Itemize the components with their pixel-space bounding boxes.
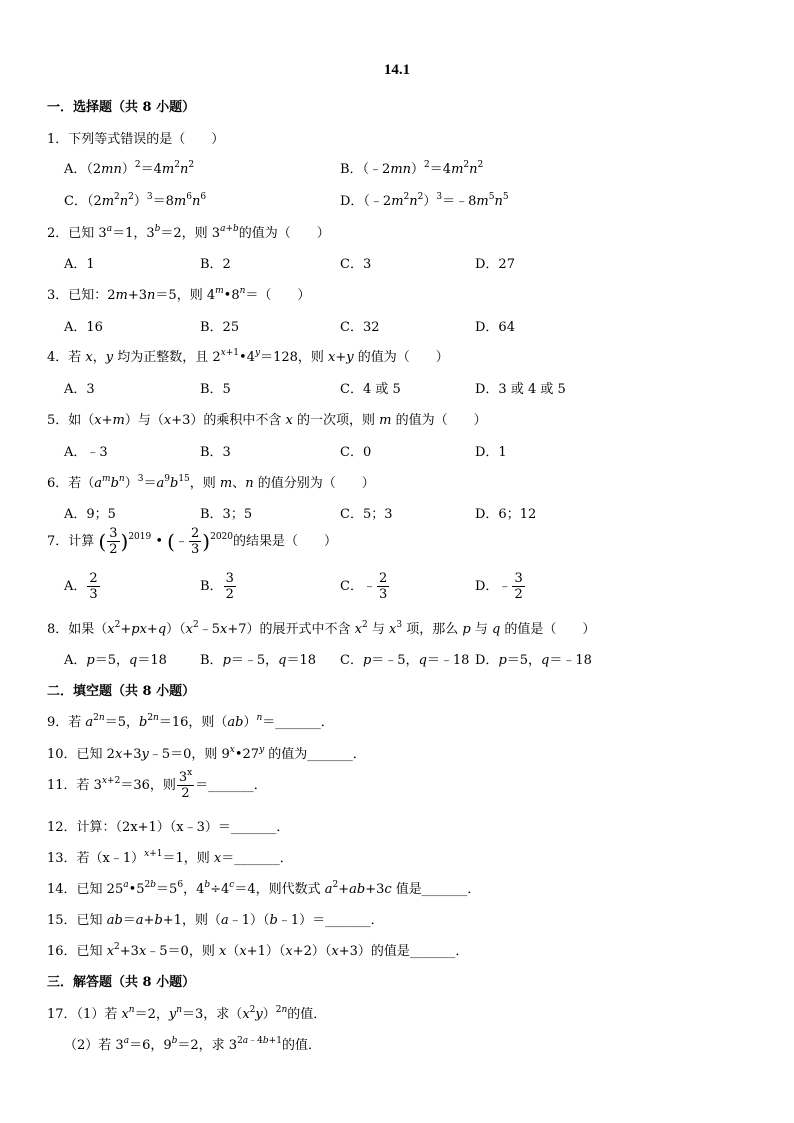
question-7-stem: 7．计算 ( $\frac{3}{2}$ )$^{2019}$ • (﹣ $\frac{2}{3}$ )$^{2020}$的结果是（ ） xyxy=(47,526,338,557)
question-4-stem: 4．若 x，y 均为正整数，且 $2^{x+1}•4^y=128$，则 x+y 的值为（ ） xyxy=(47,348,449,365)
question-4-option-d: D．3 或 4 或 5 xyxy=(475,382,566,397)
question-5-option-b: B．3 xyxy=(200,445,231,460)
question-7-option-c: C．﹣ $\frac{2}{3}$ xyxy=(340,571,388,602)
question-3-stem: 3．已知：2m+3n＝5，则 $4^m•8^n=$（ ） xyxy=(47,286,311,303)
question-6-option-a: A．9；5 xyxy=(64,507,116,522)
section-heading-solve: 三．解答题（共 8 小题） xyxy=(47,975,196,990)
question-1-option-b: B．$(﹣2mn)^2=4m^2n^2$ xyxy=(340,160,484,177)
question-17-part-2: （2）若 $3^a=6$，$9^b=2$，求 $3^{2a﹣4b+1}$的值． xyxy=(64,1036,321,1053)
question-12: 12．计算：（2x+1）（x﹣3）＝_______． xyxy=(47,820,290,835)
question-2-option-b: B．2 xyxy=(200,257,231,272)
question-6-option-b: B．3；5 xyxy=(200,507,253,522)
question-8-option-a: A．p＝5，q＝18 xyxy=(64,653,167,668)
question-5-option-c: C．0 xyxy=(340,445,372,460)
question-17-part-1: 17．（1）若 $x^n=2$，$y^n=3$，求$(x^2y)^{2n}$的值． xyxy=(47,1005,327,1022)
section-heading-choice: 一．选择题（共 8 小题） xyxy=(47,100,196,115)
question-8-option-d: D．p＝5，q＝﹣18 xyxy=(475,653,592,668)
question-4-option-a: A．3 xyxy=(64,382,95,397)
question-4-option-c: C．4 或 5 xyxy=(340,382,401,397)
question-1-option-d: D．$(﹣2m^2n^2)^3=﹣8m^5n^5$ xyxy=(340,192,509,209)
question-2-option-c: C．3 xyxy=(340,257,372,272)
section-heading-fill: 二．填空题（共 8 小题） xyxy=(47,684,196,699)
question-7-option-b: B． $\frac{3}{2}$ xyxy=(200,571,234,602)
question-10: 10．已知 2x+3y﹣5＝0，则 9$^x$•27$^y$ 的值为_______． xyxy=(47,745,366,762)
question-8-stem: 8．如果$(x^2+px+q)(x^2﹣5x+7)$的展开式中不含 $x^2$ 与 $x^3$ 项，那么 p 与 q 的值是（ ） xyxy=(47,620,596,637)
question-5-stem: 5．如（x+m）与（x+3）的乘积中不含 x 的一次项，则 m 的值为（ ） xyxy=(47,413,487,428)
question-8-option-c: C．p＝﹣5，q＝﹣18 xyxy=(340,653,470,668)
question-9: 9．若 $a^{2n}=5$，$b^{2n}=16$，则（ab）$^n$＝_______． xyxy=(47,713,334,730)
question-16: 16．已知 $x^2+3x﹣5=0$，则 x（x+1）（x+2）（x+3）的值是_______． xyxy=(47,942,469,959)
question-6-option-c: C．5；3 xyxy=(340,507,393,522)
question-7-option-a: A． $\frac{2}{3}$ xyxy=(64,571,98,602)
question-7-option-d: D．﹣ $\frac{3}{2}$ xyxy=(475,571,523,602)
question-3-option-a: A．16 xyxy=(64,320,103,335)
question-4-option-b: B．5 xyxy=(200,382,231,397)
question-1-option-a: A．$(2mn)^2=4m^2n^2$ xyxy=(64,160,195,177)
question-3-option-d: D．64 xyxy=(475,320,515,335)
question-15: 15．已知 ab＝a+b+1，则（a﹣1）（b﹣1）＝_______． xyxy=(47,913,384,928)
question-3-option-c: C．32 xyxy=(340,320,380,335)
question-13: 13．若（x﹣1）$^{x+1}$＝1，则 x＝_______． xyxy=(47,849,293,866)
question-8-option-b: B．p＝﹣5，q＝18 xyxy=(200,653,317,668)
question-6-stem: 6．若$(a^mb^n)^3=a^9b^{15}$，则 m、n 的值分别为（ ） xyxy=(47,474,375,491)
question-2-option-a: A．1 xyxy=(64,257,95,272)
question-5-option-d: D．1 xyxy=(475,445,507,460)
page-title: 14.1 xyxy=(383,62,411,78)
question-11: 11．若 $3^{x+2}=36$，则 $\frac{3^x}{2}$ ＝_______． xyxy=(47,768,267,801)
question-6-option-d: D．6；12 xyxy=(475,507,537,522)
question-5-option-a: A．﹣3 xyxy=(64,445,108,460)
question-1-option-c: C．$(2m^2n^2)^3=8m^6n^6$ xyxy=(64,192,207,209)
question-14: 14．已知 $25^a•5^{2b}=5^6$，$4^b\div 4^c=4$，则代数式 $a^2+ab+3c$ 值是_______． xyxy=(47,880,481,897)
question-2-option-d: D．27 xyxy=(475,257,515,272)
question-1-stem: 1．下列等式错误的是（ ） xyxy=(47,132,225,147)
question-3-option-b: B．25 xyxy=(200,320,240,335)
question-2-stem: 2．已知 $3^a=1$，$3^b=2$，则 $3^{a+b}$的值为（ ） xyxy=(47,224,330,241)
